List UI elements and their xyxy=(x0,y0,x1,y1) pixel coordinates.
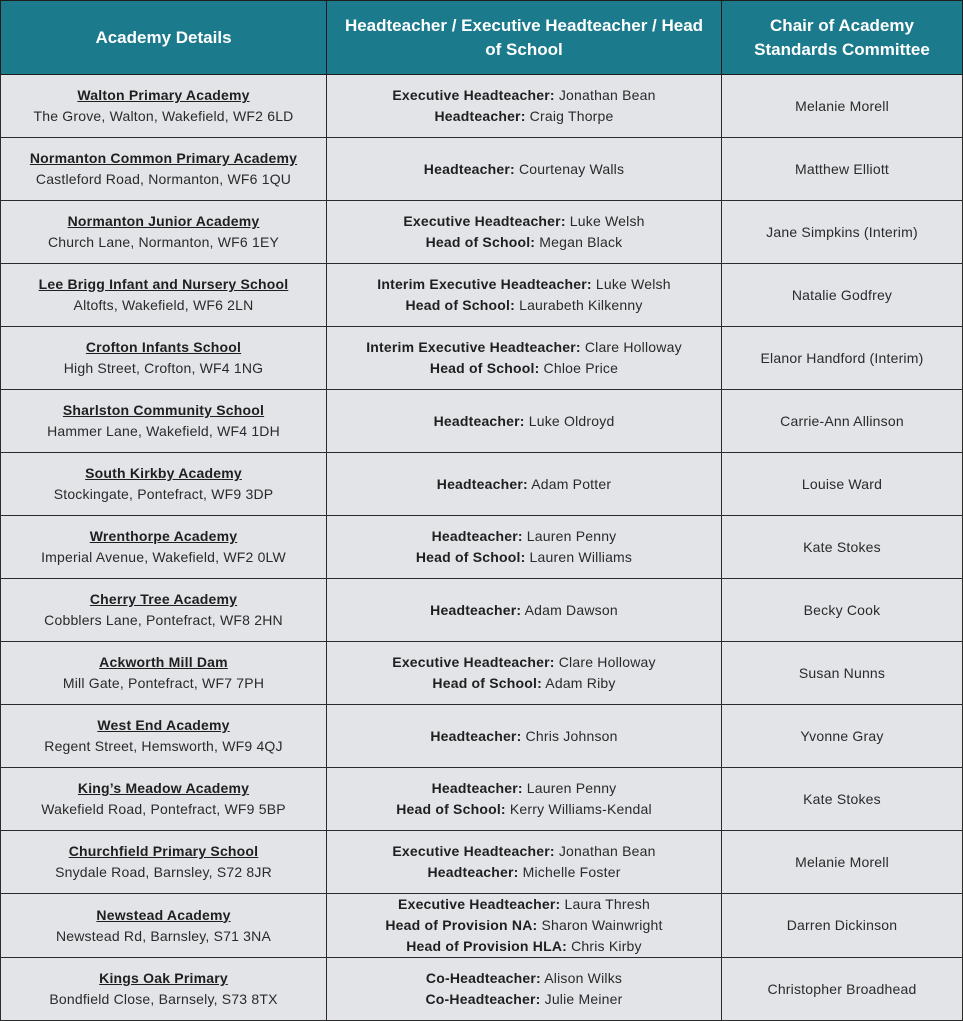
role-title: Headteacher: xyxy=(431,528,523,544)
role-line xyxy=(333,799,715,820)
academy-details-cell xyxy=(1,831,327,894)
table-row xyxy=(1,390,963,453)
table-row xyxy=(1,516,963,579)
role-title: Headteacher: xyxy=(431,780,523,796)
role-title: Headteacher: xyxy=(423,160,515,177)
chair-cell: Becky Cook xyxy=(722,579,963,642)
academy-details-cell xyxy=(1,75,327,138)
role-line xyxy=(333,936,715,957)
school-address: Cobblers Lane, Pontefract, WF8 2HN xyxy=(44,612,283,628)
role-line xyxy=(333,474,715,495)
role-title: Headteacher: xyxy=(436,475,528,492)
chair-cell: Christopher Broadhead xyxy=(722,958,963,1021)
role-title: Interim Executive Headteacher: xyxy=(377,276,592,292)
role-line xyxy=(333,358,715,379)
role-person: Jonathan Bean xyxy=(554,87,656,103)
role-title: Headteacher: xyxy=(434,108,526,124)
role-person: Craig Thorpe xyxy=(525,108,614,124)
school-name-link[interactable]: Crofton Infants School xyxy=(85,339,242,355)
table-row xyxy=(1,201,963,264)
school-address: Church Lane, Normanton, WF6 1EY xyxy=(47,234,280,250)
headteacher-cell xyxy=(327,75,722,138)
school-address: High Street, Crofton, WF4 1NG xyxy=(63,360,264,376)
headteacher-cell xyxy=(327,768,722,831)
role-title: Head of School: xyxy=(396,801,506,817)
chair-cell: Kate Stokes xyxy=(722,768,963,831)
role-line xyxy=(333,547,715,568)
academy-details-cell xyxy=(1,138,327,201)
role-title: Head of Provision NA: xyxy=(385,917,538,933)
academy-details-cell xyxy=(1,264,327,327)
role-title: Head of School: xyxy=(425,234,536,250)
role-title: Head of School: xyxy=(429,360,540,376)
school-name-link[interactable]: Lee Brigg Infant and Nursery School xyxy=(38,276,289,292)
role-line xyxy=(333,989,715,1010)
school-name-link[interactable]: Wrenthorpe Academy xyxy=(89,528,238,544)
school-address: Castleford Road, Normanton, WF6 1QU xyxy=(35,171,292,187)
chair-cell: Melanie Morell xyxy=(722,75,963,138)
table-row xyxy=(1,705,963,768)
headteacher-cell xyxy=(327,705,722,768)
role-person: Lauren Penny xyxy=(522,528,617,544)
role-line xyxy=(333,159,715,180)
role-line xyxy=(333,778,715,799)
table-row xyxy=(1,768,963,831)
role-line xyxy=(333,862,715,883)
header-chair: Chair of Academy Standards Committee xyxy=(722,1,963,75)
headteacher-cell xyxy=(327,642,722,705)
academy-details-cell xyxy=(1,201,327,264)
role-title: Executive Headteacher: xyxy=(392,843,555,859)
role-line xyxy=(333,673,715,694)
role-line xyxy=(333,211,715,232)
role-title: Executive Headteacher: xyxy=(392,654,555,670)
chair-cell: Carrie-Ann Allinson xyxy=(722,390,963,453)
role-title: Head of School: xyxy=(415,549,526,565)
academy-details-cell xyxy=(1,705,327,768)
role-person: Adam Dawson xyxy=(521,601,618,618)
role-person: Luke Welsh xyxy=(591,276,671,292)
table-row xyxy=(1,138,963,201)
academy-details-cell xyxy=(1,768,327,831)
role-person: Adam Riby xyxy=(541,675,616,691)
school-address: Imperial Avenue, Wakefield, WF2 0LW xyxy=(41,549,286,565)
academy-details-cell xyxy=(1,390,327,453)
school-name-link[interactable]: Ackworth Mill Dam xyxy=(99,654,228,670)
role-person: Laurabeth Kilkenny xyxy=(515,297,643,313)
headteacher-cell xyxy=(327,453,722,516)
academy-details-cell xyxy=(1,453,327,516)
role-person: Chloe Price xyxy=(539,360,619,376)
headteacher-cell xyxy=(327,264,722,327)
school-name-link[interactable]: Newstead Academy xyxy=(96,906,231,923)
chair-cell: Yvonne Gray xyxy=(722,705,963,768)
school-address: The Grove, Walton, Wakefield, WF2 6LD xyxy=(33,108,294,124)
role-person: Lauren Williams xyxy=(525,549,633,565)
role-title: Headteacher: xyxy=(430,601,522,618)
chair-cell: Susan Nunns xyxy=(722,642,963,705)
role-person: Jonathan Bean xyxy=(554,843,656,859)
table-row xyxy=(1,327,963,390)
role-line xyxy=(333,652,715,673)
role-person: Alison Wilks xyxy=(540,970,623,986)
school-address: Altofts, Wakefield, WF6 2LN xyxy=(73,297,254,313)
role-line xyxy=(333,894,715,915)
role-person: Clare Holloway xyxy=(580,339,682,355)
table-row xyxy=(1,453,963,516)
role-title: Executive Headteacher: xyxy=(392,87,555,103)
chair-cell: Matthew Elliott xyxy=(722,138,963,201)
school-address: Newstead Rd, Barnsley, S71 3NA xyxy=(55,927,272,944)
school-address: Snydale Road, Barnsley, S72 8JR xyxy=(55,864,272,880)
school-address: Bondfield Close, Barnsely, S73 8TX xyxy=(49,991,278,1007)
role-title: Head of Provision HLA: xyxy=(406,938,567,954)
role-line xyxy=(333,337,715,358)
academy-details-cell xyxy=(1,958,327,1021)
role-person: Adam Potter xyxy=(527,475,612,492)
chair-cell: Darren Dickinson xyxy=(722,894,963,958)
academy-details-cell xyxy=(1,642,327,705)
role-line xyxy=(333,295,715,316)
role-title: Co-Headteacher: xyxy=(425,991,541,1007)
role-person: Luke Welsh xyxy=(565,213,645,229)
role-title: Executive Headteacher: xyxy=(403,213,566,229)
role-line xyxy=(333,726,715,747)
table-body xyxy=(1,75,963,1021)
school-name-link[interactable]: Sharlston Community School xyxy=(62,402,265,418)
school-name-link[interactable]: Kings Oak Primary xyxy=(99,970,228,986)
header-row xyxy=(1,1,963,75)
headteacher-cell xyxy=(327,516,722,579)
role-line xyxy=(333,915,715,936)
headteacher-cell xyxy=(327,831,722,894)
academy-details-cell xyxy=(1,327,327,390)
school-name-link[interactable]: King’s Meadow Academy xyxy=(77,780,250,796)
headteacher-cell xyxy=(327,327,722,390)
role-title: Head of School: xyxy=(432,675,542,691)
headteacher-cell xyxy=(327,894,722,958)
school-address: Hammer Lane, Wakefield, WF4 1DH xyxy=(47,423,280,439)
school-name-link[interactable]: Churchfield Primary School xyxy=(68,843,259,859)
school-name-link[interactable]: Walton Primary Academy xyxy=(77,87,250,103)
role-person: Sharon Wainwright xyxy=(537,917,663,933)
role-line xyxy=(333,106,715,127)
role-line xyxy=(333,85,715,106)
role-person: Megan Black xyxy=(535,234,623,250)
table-row xyxy=(1,958,963,1021)
academy-details-cell xyxy=(1,579,327,642)
school-address: Regent Street, Hemsworth, WF9 4QJ xyxy=(44,738,283,754)
role-person: Luke Oldroyd xyxy=(524,412,615,429)
role-person: Kerry Williams-Kendal xyxy=(505,801,652,817)
chair-cell: Jane Simpkins (Interim) xyxy=(722,201,963,264)
headteacher-cell xyxy=(327,201,722,264)
role-title: Executive Headteacher: xyxy=(398,896,561,912)
role-title: Head of School: xyxy=(405,297,515,313)
table-header xyxy=(1,1,963,75)
role-person: Clare Holloway xyxy=(554,654,656,670)
role-person: Chris Kirby xyxy=(567,938,642,954)
school-name-link[interactable]: South Kirkby Academy xyxy=(85,465,242,481)
role-title: Headteacher: xyxy=(430,727,522,744)
chair-cell: Elanor Handford (Interim) xyxy=(722,327,963,390)
school-address: Wakefield Road, Pontefract, WF9 5BP xyxy=(41,801,286,817)
role-line xyxy=(333,841,715,862)
headteacher-cell xyxy=(327,958,722,1021)
header-headteacher: Headteacher / Executive Headteacher / Head of School xyxy=(327,1,722,75)
chair-cell: Natalie Godfrey xyxy=(722,264,963,327)
academy-details-cell xyxy=(1,516,327,579)
table-row xyxy=(1,579,963,642)
role-line xyxy=(333,526,715,547)
role-title: Interim Executive Headteacher: xyxy=(366,339,581,355)
role-title: Co-Headteacher: xyxy=(425,970,541,986)
academy-details-cell xyxy=(1,894,327,958)
role-line xyxy=(333,232,715,253)
school-name-link[interactable]: Cherry Tree Academy xyxy=(89,591,238,607)
table-row xyxy=(1,75,963,138)
role-title: Headteacher: xyxy=(433,412,525,429)
chair-cell: Kate Stokes xyxy=(722,516,963,579)
role-person: Lauren Penny xyxy=(522,780,617,796)
role-line xyxy=(333,274,715,295)
role-line xyxy=(333,600,715,621)
role-line xyxy=(333,968,715,989)
table-row xyxy=(1,831,963,894)
headteacher-cell xyxy=(327,390,722,453)
school-address: Stockingate, Pontefract, WF9 3DP xyxy=(53,486,274,502)
role-title: Headteacher: xyxy=(427,864,519,880)
headteacher-cell xyxy=(327,579,722,642)
role-line xyxy=(333,411,715,432)
chair-cell: Louise Ward xyxy=(722,453,963,516)
table-row xyxy=(1,894,963,958)
role-person: Michelle Foster xyxy=(518,864,621,880)
role-person: Courtenay Walls xyxy=(514,160,625,177)
school-name-link[interactable]: Normanton Junior Academy xyxy=(67,213,260,229)
table-row xyxy=(1,642,963,705)
school-name-link[interactable]: West End Academy xyxy=(97,717,230,733)
school-name-link[interactable]: Normanton Common Primary Academy xyxy=(29,150,298,166)
headteacher-cell xyxy=(327,138,722,201)
chair-cell: Melanie Morell xyxy=(722,831,963,894)
role-person: Chris Johnson xyxy=(521,727,618,744)
role-person: Laura Thresh xyxy=(560,896,650,912)
role-person: Julie Meiner xyxy=(540,991,623,1007)
school-address: Mill Gate, Pontefract, WF7 7PH xyxy=(62,675,265,691)
table-row xyxy=(1,264,963,327)
header-academy-details: Academy Details xyxy=(1,1,327,75)
